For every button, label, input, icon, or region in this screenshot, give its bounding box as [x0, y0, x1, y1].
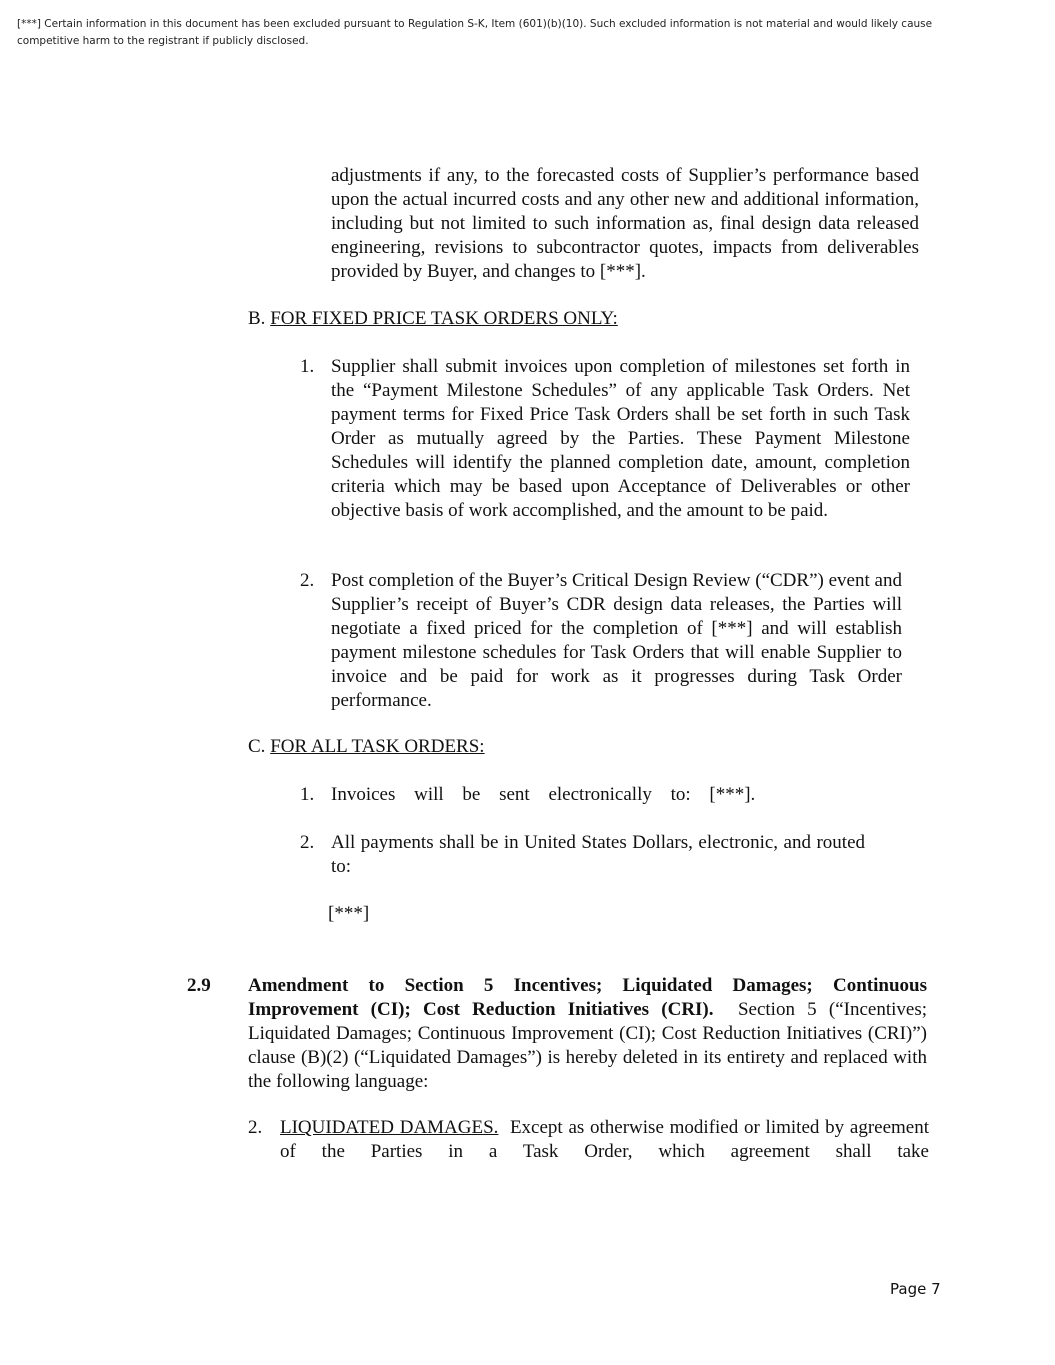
item-number: 2. [248, 1117, 263, 1138]
section-2-9-paragraph: Amendment to Section 5 Incentives; Liquidated Damages; Continuous Improvement (CI); Cost Reduction Initiatives (CRI). Section 5 (“Incentives; Liquidated Damages; Continuous Improvement (CI); Cost Reduction Initiatives (CRI)”) clause (B)(2) (“Liquidated Damages”) is hereby deleted in its entirety and replaced with the following language: [248, 975, 927, 1092]
page-number: Page 7 [890, 1280, 941, 1298]
section-title: Amendment to Section 5 Incentives; Liquidated Damages; Continuous Improvement (CI); Cost Reduction Initiatives (CRI). [248, 975, 927, 1020]
liquidated-damages-paragraph: LIQUIDATED DAMAGES. Except as otherwise modified or limited by agreement of the Parties in a Task Order, which agreement shall take [280, 1117, 929, 1162]
list-item: All payments shall be in United States Dollars, electronic, and routed to: [331, 832, 865, 877]
continued-paragraph: adjustments if any, to the forecasted costs of Supplier’s performance based upon the actual incurred costs and any other new and additional information, including but not limited to such information as, final design data released engineering, revisions to subcontractor quotes, impacts from deliverables provided by Buyer, and changes to [***]. [331, 165, 919, 282]
item-number: 1. [300, 356, 315, 377]
section-number: 2.9 [187, 975, 211, 996]
section-c-heading: C. FOR ALL TASK ORDERS: [248, 736, 485, 757]
item-number: 2. [300, 570, 315, 591]
section-b-heading: B. FOR FIXED PRICE TASK ORDERS ONLY: [248, 308, 618, 329]
item-number: 1. [300, 784, 315, 805]
list-item: Supplier shall submit invoices upon completion of milestones set forth in the “Payment Milestone Schedules” of any applicable Task Orders. Net payment terms for Fixed Price Task Orders shall be set forth in such Task Order as mutually agreed by the Parties. These Payment Milestone Schedules will identify the planned completion date, amount, completion criteria which may be based upon Acceptance of Deliverables or other objective basis of work accomplished, and the amount to be paid. [331, 356, 910, 521]
redaction-notice: [***] Certain information in this document has been excluded pursuant to Regulation S-K, Item (601)(b)(10). Such excluded information is not material and would likely cause competitive harm to the registrant if publicly disclosed. [17, 18, 933, 47]
item-number: 2. [300, 832, 315, 853]
redacted-text: [***] [328, 903, 370, 924]
list-item: Invoices will be sent electronically to: [***]. [331, 784, 756, 805]
list-item: Post completion of the Buyer’s Critical Design Review (“CDR”) event and Supplier’s receipt of Buyer’s CDR design data releases, the Parties will negotiate a fixed priced for the completion of [***] and will establish payment milestone schedules for Task Orders that will enable Supplier to invoice and be paid for work as it progresses during Task Order performance. [331, 570, 902, 711]
